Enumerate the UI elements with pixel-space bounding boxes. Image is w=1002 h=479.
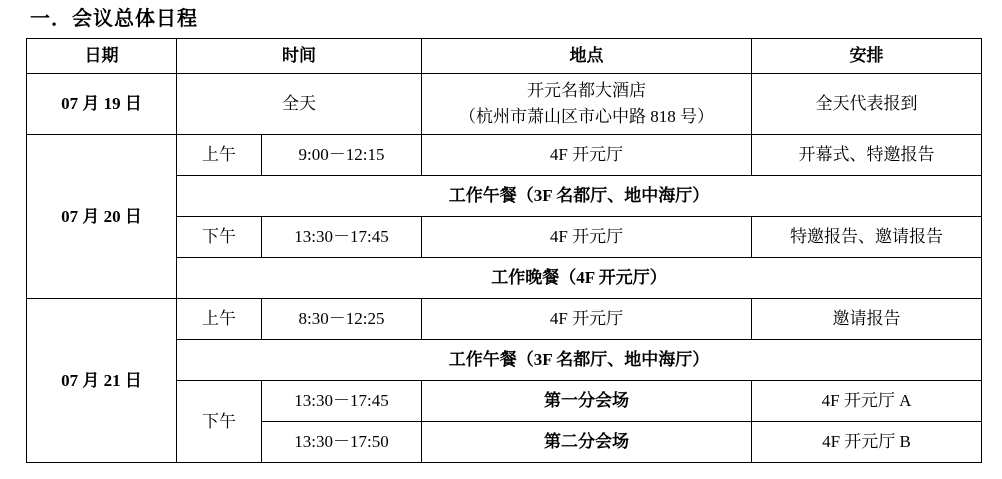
cell-dinner-0720: 工作晚餐（4F 开元厅） [177,258,982,299]
cell-lunch-0720: 工作午餐（3F 名都厅、地中海厅） [177,176,982,217]
cell-date-0720: 07 月 20 日 [27,135,177,299]
place-line-2: （杭州市萧山区市心中路 818 号） [459,107,714,126]
cell-place-0721-am: 4F 开元厅 [422,299,752,340]
page-title: 一．会议总体日程 [30,8,198,30]
table-header-row [27,39,982,74]
document-page [0,6,1002,479]
column-header-arrangement: 安排 [752,39,982,74]
cell-period-0720-pm: 下午 [177,217,262,258]
table-row [27,299,982,340]
cell-place-0720-pm: 4F 开元厅 [422,217,752,258]
cell-arrangement-0721-pm-2: 4F 开元厅 B [752,422,982,463]
cell-place-0719 [422,74,752,135]
column-header-time: 时间 [177,39,422,74]
cell-date-0721: 07 月 21 日 [27,299,177,463]
cell-period-0721-pm: 下午 [177,381,262,463]
cell-time-0721-pm-2: 13:30－17:50 [262,422,422,463]
cell-place-0720-am: 4F 开元厅 [422,135,752,176]
cell-time-0720-pm: 13:30－17:45 [262,217,422,258]
place-line-1: 开元名都大酒店 [527,81,646,100]
cell-time-0719: 全天 [177,74,422,135]
cell-period-0720-am: 上午 [177,135,262,176]
cell-period-0721-am: 上午 [177,299,262,340]
table-row [27,74,982,135]
table-row [27,135,982,176]
cell-arrangement-0721-pm-1: 4F 开元厅 A [752,381,982,422]
cell-arrangement-0720-am: 开幕式、特邀报告 [752,135,982,176]
cell-time-0721-pm-1: 13:30－17:45 [262,381,422,422]
cell-arrangement-0720-pm: 特邀报告、邀请报告 [752,217,982,258]
cell-arrangement-0721-am: 邀请报告 [752,299,982,340]
cell-arrangement-0719: 全天代表报到 [752,74,982,135]
column-header-date: 日期 [27,39,177,74]
conference-schedule-table [26,38,982,463]
cell-place-0721-pm-1: 第一分会场 [422,381,752,422]
cell-place-0721-pm-2: 第二分会场 [422,422,752,463]
cell-date-0719: 07 月 19 日 [27,74,177,135]
cell-lunch-0721: 工作午餐（3F 名都厅、地中海厅） [177,340,982,381]
column-header-place: 地点 [422,39,752,74]
cell-time-0720-am: 9:00－12:15 [262,135,422,176]
cell-time-0721-am: 8:30－12:25 [262,299,422,340]
